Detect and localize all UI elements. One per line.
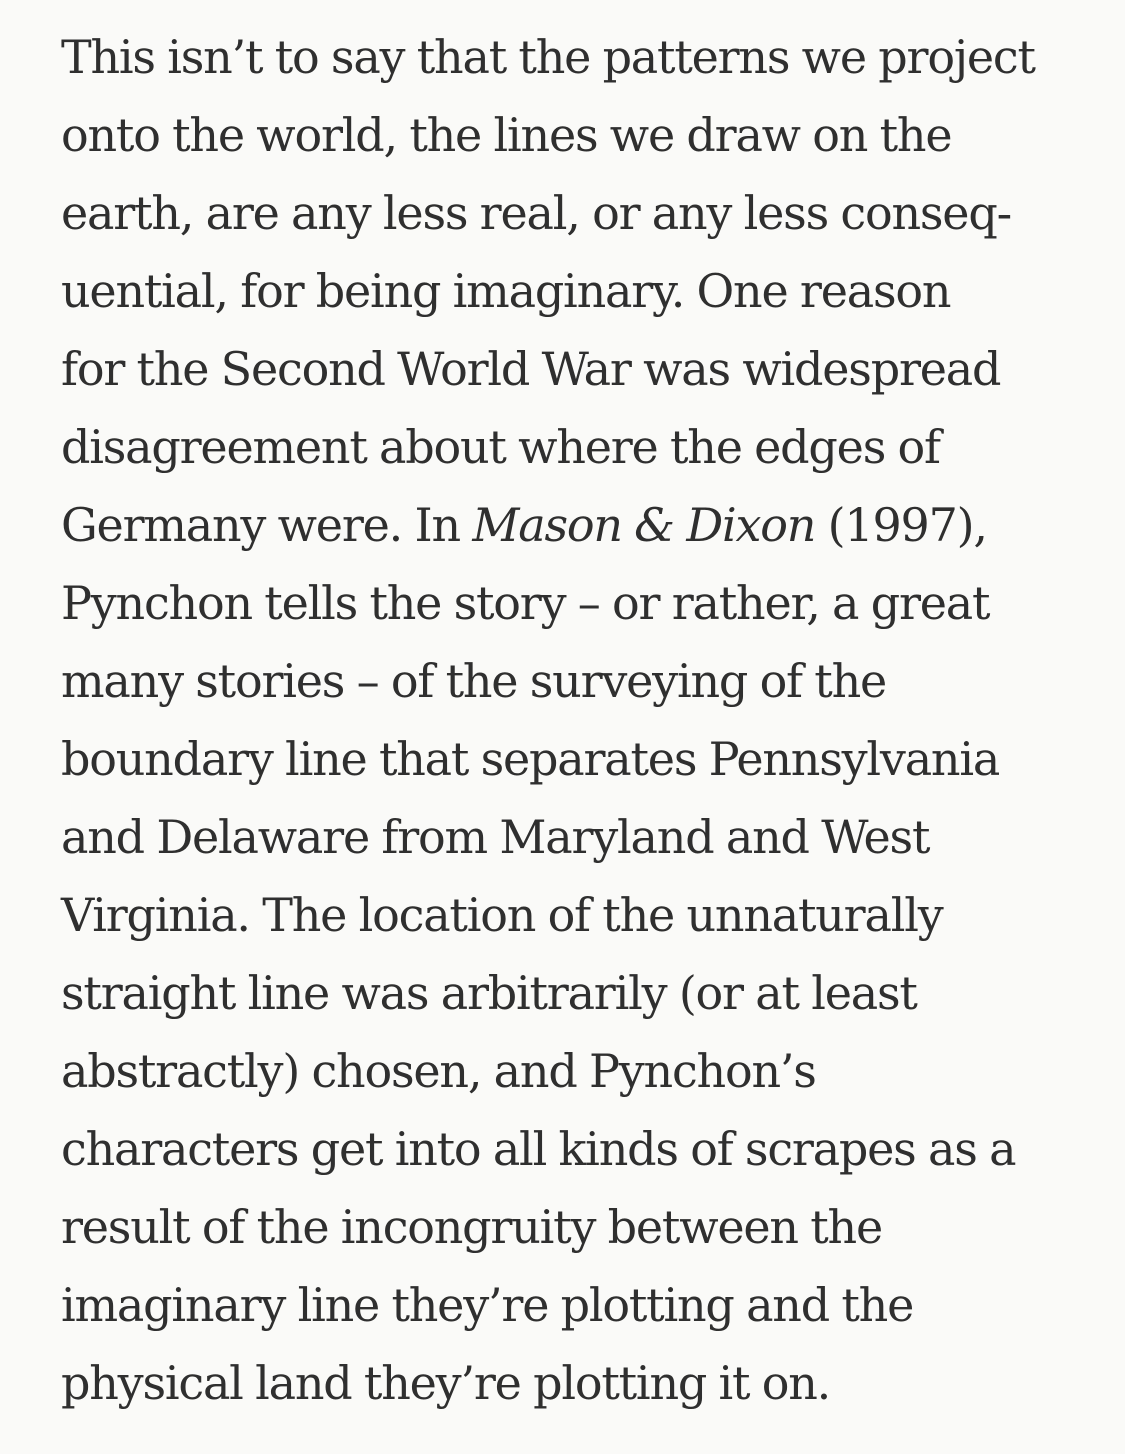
paragraph-line-with-title	[61, 486, 1085, 564]
paragraph-line: onto the world, the lines we draw on the	[61, 108, 952, 162]
paragraph-line: result of the incongruity between the	[61, 1200, 883, 1254]
paragraph-line: Virginia. The location of the unnaturally	[61, 888, 943, 942]
paragraph-line: Pynchon tells the story – or rather, a great	[61, 576, 990, 630]
paragraph-line: boundary line that separates Pennsylvania	[61, 732, 1000, 786]
paragraph-line: and Delaware from Maryland and West	[61, 810, 930, 864]
paragraph-line: uential, for being imaginary. One reason	[61, 264, 951, 318]
paragraph-line: many stories – of the surveying of the	[61, 654, 887, 708]
paragraph-line: disagreement about where the edges of	[61, 420, 940, 474]
article-paragraph	[61, 18, 1085, 1422]
paragraph-line: earth, are any less real, or any less conseq-	[61, 186, 1011, 240]
paragraph-line: physical land they’re plotting it on.	[61, 1356, 831, 1410]
paragraph-line: for the Second World War was widespread	[61, 342, 1001, 396]
paragraph-line: This isn’t to say that the patterns we project	[61, 30, 1035, 84]
paragraph-line: abstractly) chosen, and Pynchon’s	[61, 1044, 816, 1098]
line-text-after-title: (1997),	[815, 498, 987, 552]
paragraph-line: straight line was arbitrarily (or at least	[61, 966, 917, 1020]
paragraph-line: imaginary line they’re plotting and the	[61, 1278, 914, 1332]
book-title: Mason & Dixon	[472, 498, 816, 552]
paragraph-line: characters get into all kinds of scrapes as a	[61, 1122, 1016, 1176]
line-text-before-title: Germany were. In	[61, 498, 473, 552]
